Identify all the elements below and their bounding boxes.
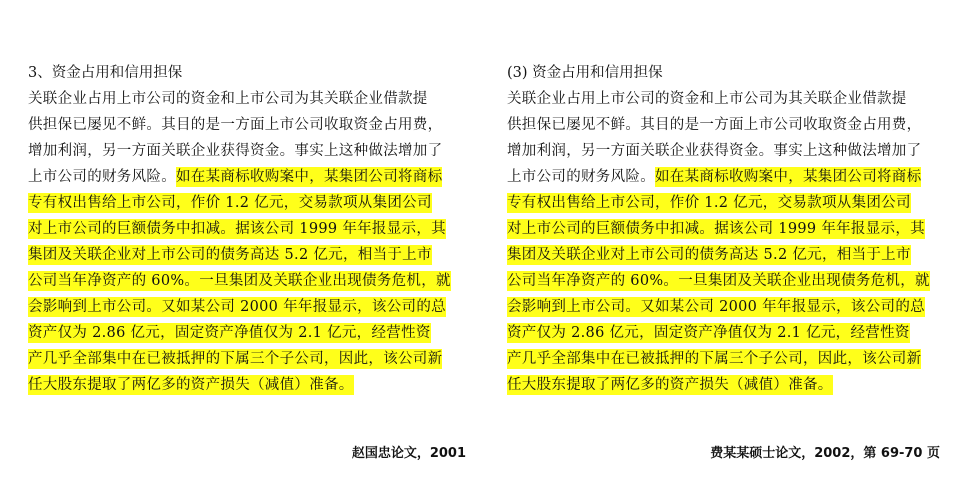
right-section-heading: (3) 资金占用和信用担保 [507, 65, 663, 81]
right-paragraph-line [507, 346, 947, 372]
right-citation: 费某某硕士论文，2002，第 69-70 页 [710, 446, 940, 461]
left-highlighted-text: 公司当年净资产的 60%。一旦集团及关联企业出现债务危机，就 [28, 273, 451, 289]
left-highlighted-text: 专有权出售给上市公司，作价 1.2 亿元，交易款项从集团公司 [28, 195, 432, 211]
left-paragraph-line [28, 294, 468, 320]
left-highlighted-text: 对上市公司的巨额债务中扣减。据该公司 1999 年年报显示，其 [28, 221, 446, 237]
right-paragraph-line [507, 190, 947, 216]
right-paragraph-line [507, 164, 947, 190]
left-highlighted-text: 产几乎全部集中在已被抵押的下属三个子公司，因此，该公司新 [28, 351, 443, 367]
left-paragraph-line [28, 86, 468, 112]
right-line-text: 关联企业占用上市公司的资金和上市公司为其关联企业借款提 [507, 91, 907, 107]
left-document-excerpt [28, 60, 468, 398]
right-line-text: 上市公司的财务风险。 [507, 169, 655, 185]
right-paragraph-line [507, 294, 947, 320]
right-highlighted-text: 如在某商标收购案中，某集团公司将商标 [655, 169, 922, 185]
left-line-text: 增加利润，另一方面关联企业获得资金。事实上这种做法增加了 [28, 143, 443, 159]
left-citation: 赵国忠论文，2001 [351, 446, 466, 461]
left-paragraph-line [28, 216, 468, 242]
left-paragraph-line [28, 372, 468, 398]
left-paragraph-line [28, 190, 468, 216]
right-highlighted-text: 对上市公司的巨额债务中扣减。据该公司 1999 年年报显示，其 [507, 221, 925, 237]
right-paragraph-line [507, 320, 947, 346]
left-highlighted-text: 如在某商标收购案中，某集团公司将商标 [176, 169, 443, 185]
left-line-text: 上市公司的财务风险。 [28, 169, 176, 185]
right-highlighted-text: 任大股东提取了两亿多的资产损失（减值）准备。 [507, 377, 833, 393]
left-highlighted-text: 会影响到上市公司。又如某公司 2000 年年报显示，该公司的总 [28, 299, 446, 315]
left-highlighted-text: 任大股东提取了两亿多的资产损失（减值）准备。 [28, 377, 354, 393]
right-paragraph-line [507, 242, 947, 268]
left-paragraph-line [28, 268, 468, 294]
left-paragraph-line [28, 320, 468, 346]
left-highlighted-text: 资产仅为 2.86 亿元，固定资产净值仅为 2.1 亿元，经营性资 [28, 325, 431, 341]
left-line-text: 供担保已屡见不鲜。其目的是一方面上市公司收取资金占用费， [28, 117, 443, 133]
right-paragraph [507, 86, 947, 398]
right-paragraph-line [507, 86, 947, 112]
left-highlighted-text: 集团及关联企业对上市公司的债务高达 5.2 亿元，相当于上市 [28, 247, 432, 263]
left-paragraph-line [28, 346, 468, 372]
right-line-text: 供担保已屡见不鲜。其目的是一方面上市公司收取资金占用费， [507, 117, 922, 133]
right-line-text: 增加利润，另一方面关联企业获得资金。事实上这种做法增加了 [507, 143, 922, 159]
left-paragraph [28, 86, 468, 398]
right-highlighted-text: 专有权出售给上市公司，作价 1.2 亿元，交易款项从集团公司 [507, 195, 911, 211]
right-paragraph-line [507, 372, 947, 398]
right-highlighted-text: 产几乎全部集中在已被抵押的下属三个子公司，因此，该公司新 [507, 351, 922, 367]
left-paragraph-line [28, 112, 468, 138]
right-highlighted-text: 公司当年净资产的 60%。一旦集团及关联企业出现债务危机，就 [507, 273, 930, 289]
right-paragraph-line [507, 216, 947, 242]
left-paragraph-line [28, 138, 468, 164]
left-line-text: 关联企业占用上市公司的资金和上市公司为其关联企业借款提 [28, 91, 428, 107]
left-paragraph-line [28, 242, 468, 268]
left-paragraph-line [28, 164, 468, 190]
right-document-excerpt [507, 60, 947, 398]
left-section-heading: 3、资金占用和信用担保 [28, 65, 183, 81]
right-paragraph-line [507, 138, 947, 164]
right-paragraph-line [507, 268, 947, 294]
right-highlighted-text: 集团及关联企业对上市公司的债务高达 5.2 亿元，相当于上市 [507, 247, 911, 263]
right-paragraph-line [507, 112, 947, 138]
right-highlighted-text: 会影响到上市公司。又如某公司 2000 年年报显示，该公司的总 [507, 299, 925, 315]
right-highlighted-text: 资产仅为 2.86 亿元，固定资产净值仅为 2.1 亿元，经营性资 [507, 325, 910, 341]
